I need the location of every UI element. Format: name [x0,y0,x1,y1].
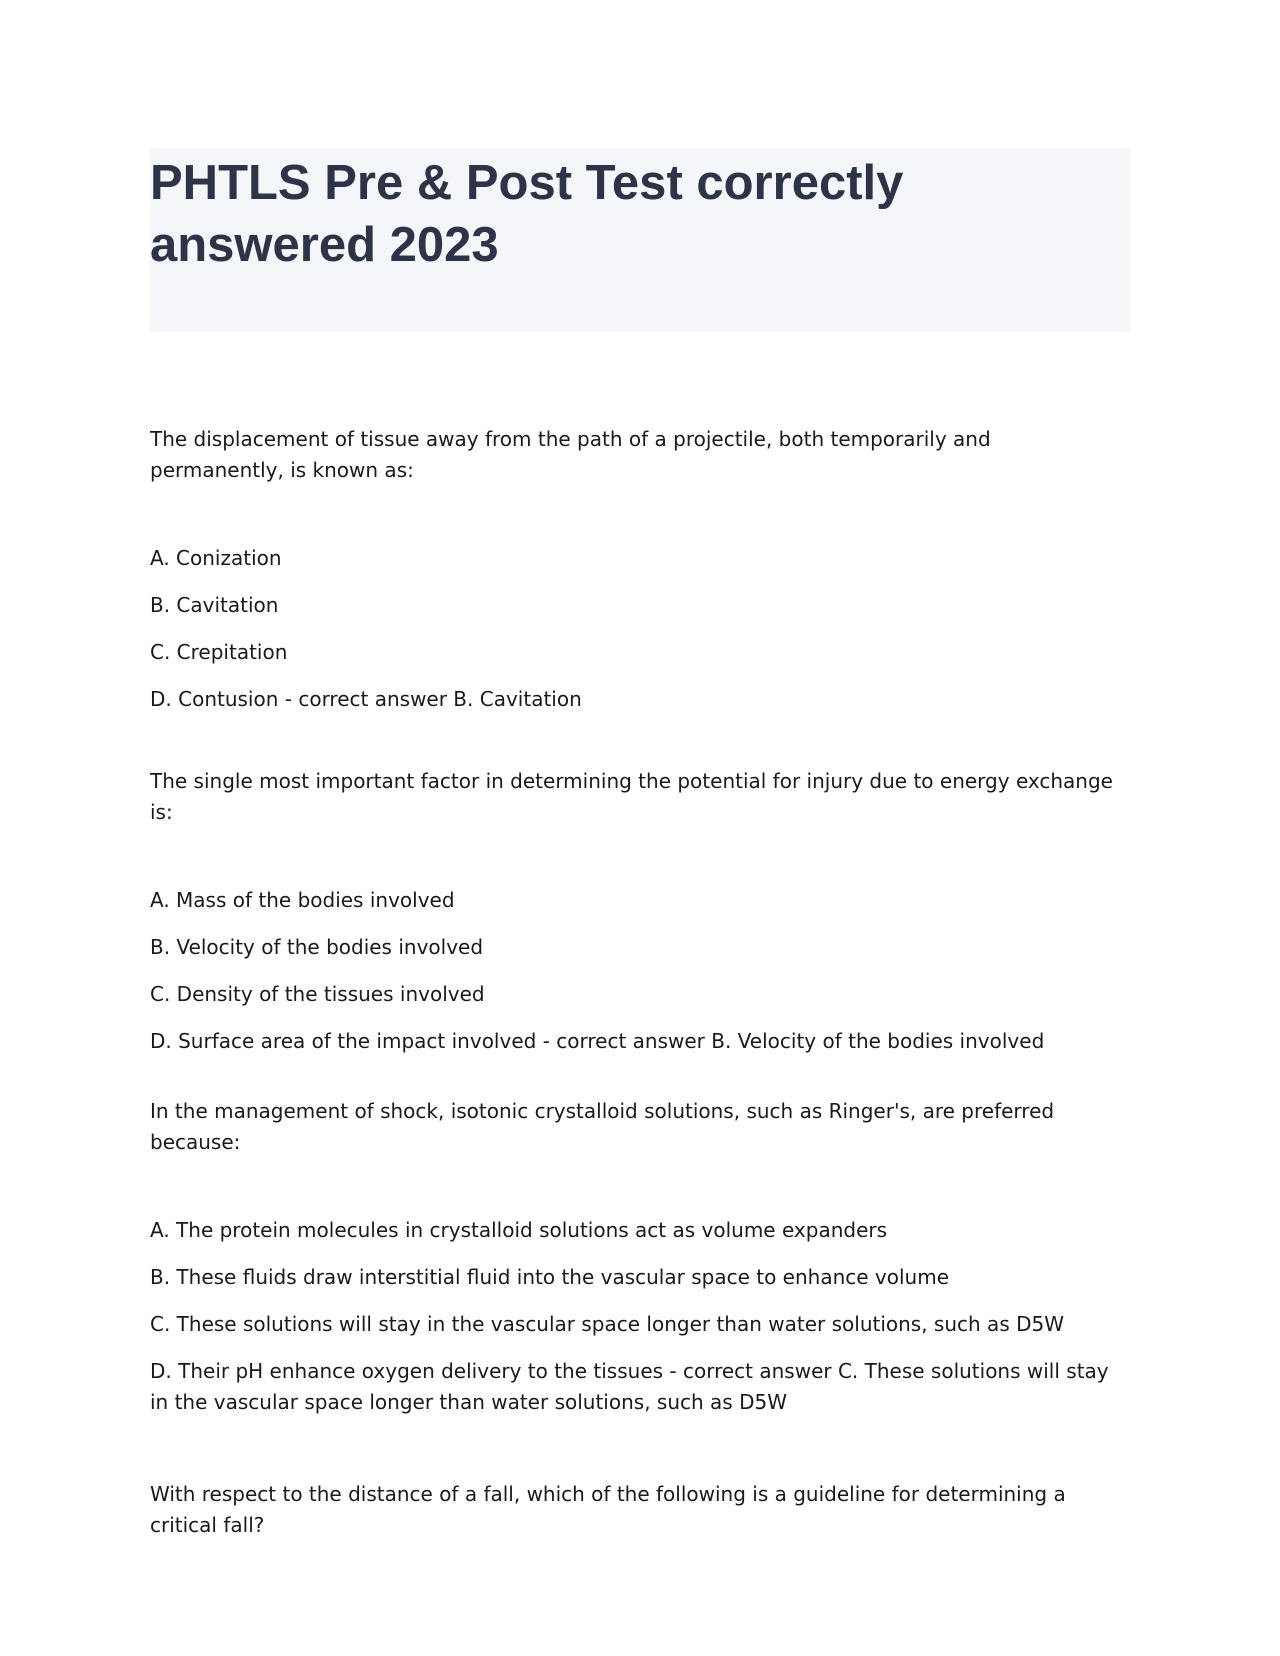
answer-option: C. These solutions will stay in the vascular space longer than water solutions, such as D5W [150,1312,1064,1336]
answer-option: A. Conization [150,546,282,570]
question-block-3 [150,1096,1130,1418]
answer-options [150,543,1130,715]
title-banner [150,148,1130,332]
answer-option: C. Crepitation [150,640,288,664]
answer-option: B. Velocity of the bodies involved [150,935,484,959]
document-page [150,148,1130,1537]
answer-option: D. Surface area of the impact involved - correct answer B. Velocity of the bodies involved [150,1029,1045,1053]
answer-options [150,885,1130,1057]
answer-option: A. Mass of the bodies involved [150,888,455,912]
question-block-1 [150,424,1130,715]
answer-option: B. These fluids draw interstitial fluid into the vascular space to enhance volume [150,1265,950,1289]
answer-option: D. Their pH enhance oxygen delivery to the tissues - correct answer C. These solutions will stay in the vascular space longer than water solutions, such as D5W [150,1359,1109,1414]
question-text: In the management of shock, isotonic crystalloid solutions, such as Ringer's, are preferred because: [150,1099,1055,1154]
answer-option: A. The protein molecules in crystalloid solutions act as volume expanders [150,1218,888,1242]
question-text: The single most important factor in determining the potential for injury due to energy exchange is: [150,769,1113,824]
document-title: PHTLS Pre & Post Test correctly answered 2023 [150,156,904,272]
answer-option: D. Contusion - correct answer B. Cavitation [150,687,582,711]
answer-options [150,1215,1130,1418]
answer-option: C. Density of the tissues involved [150,982,485,1006]
question-block-2 [150,766,1130,1057]
question-block-4 [150,1479,1130,1541]
answer-option: B. Cavitation [150,593,279,617]
question-text: The displacement of tissue away from the path of a projectile, both temporarily and permanently, is known as: [150,427,991,482]
question-text: With respect to the distance of a fall, which of the following is a guideline for determining a critical fall? [150,1482,1066,1537]
